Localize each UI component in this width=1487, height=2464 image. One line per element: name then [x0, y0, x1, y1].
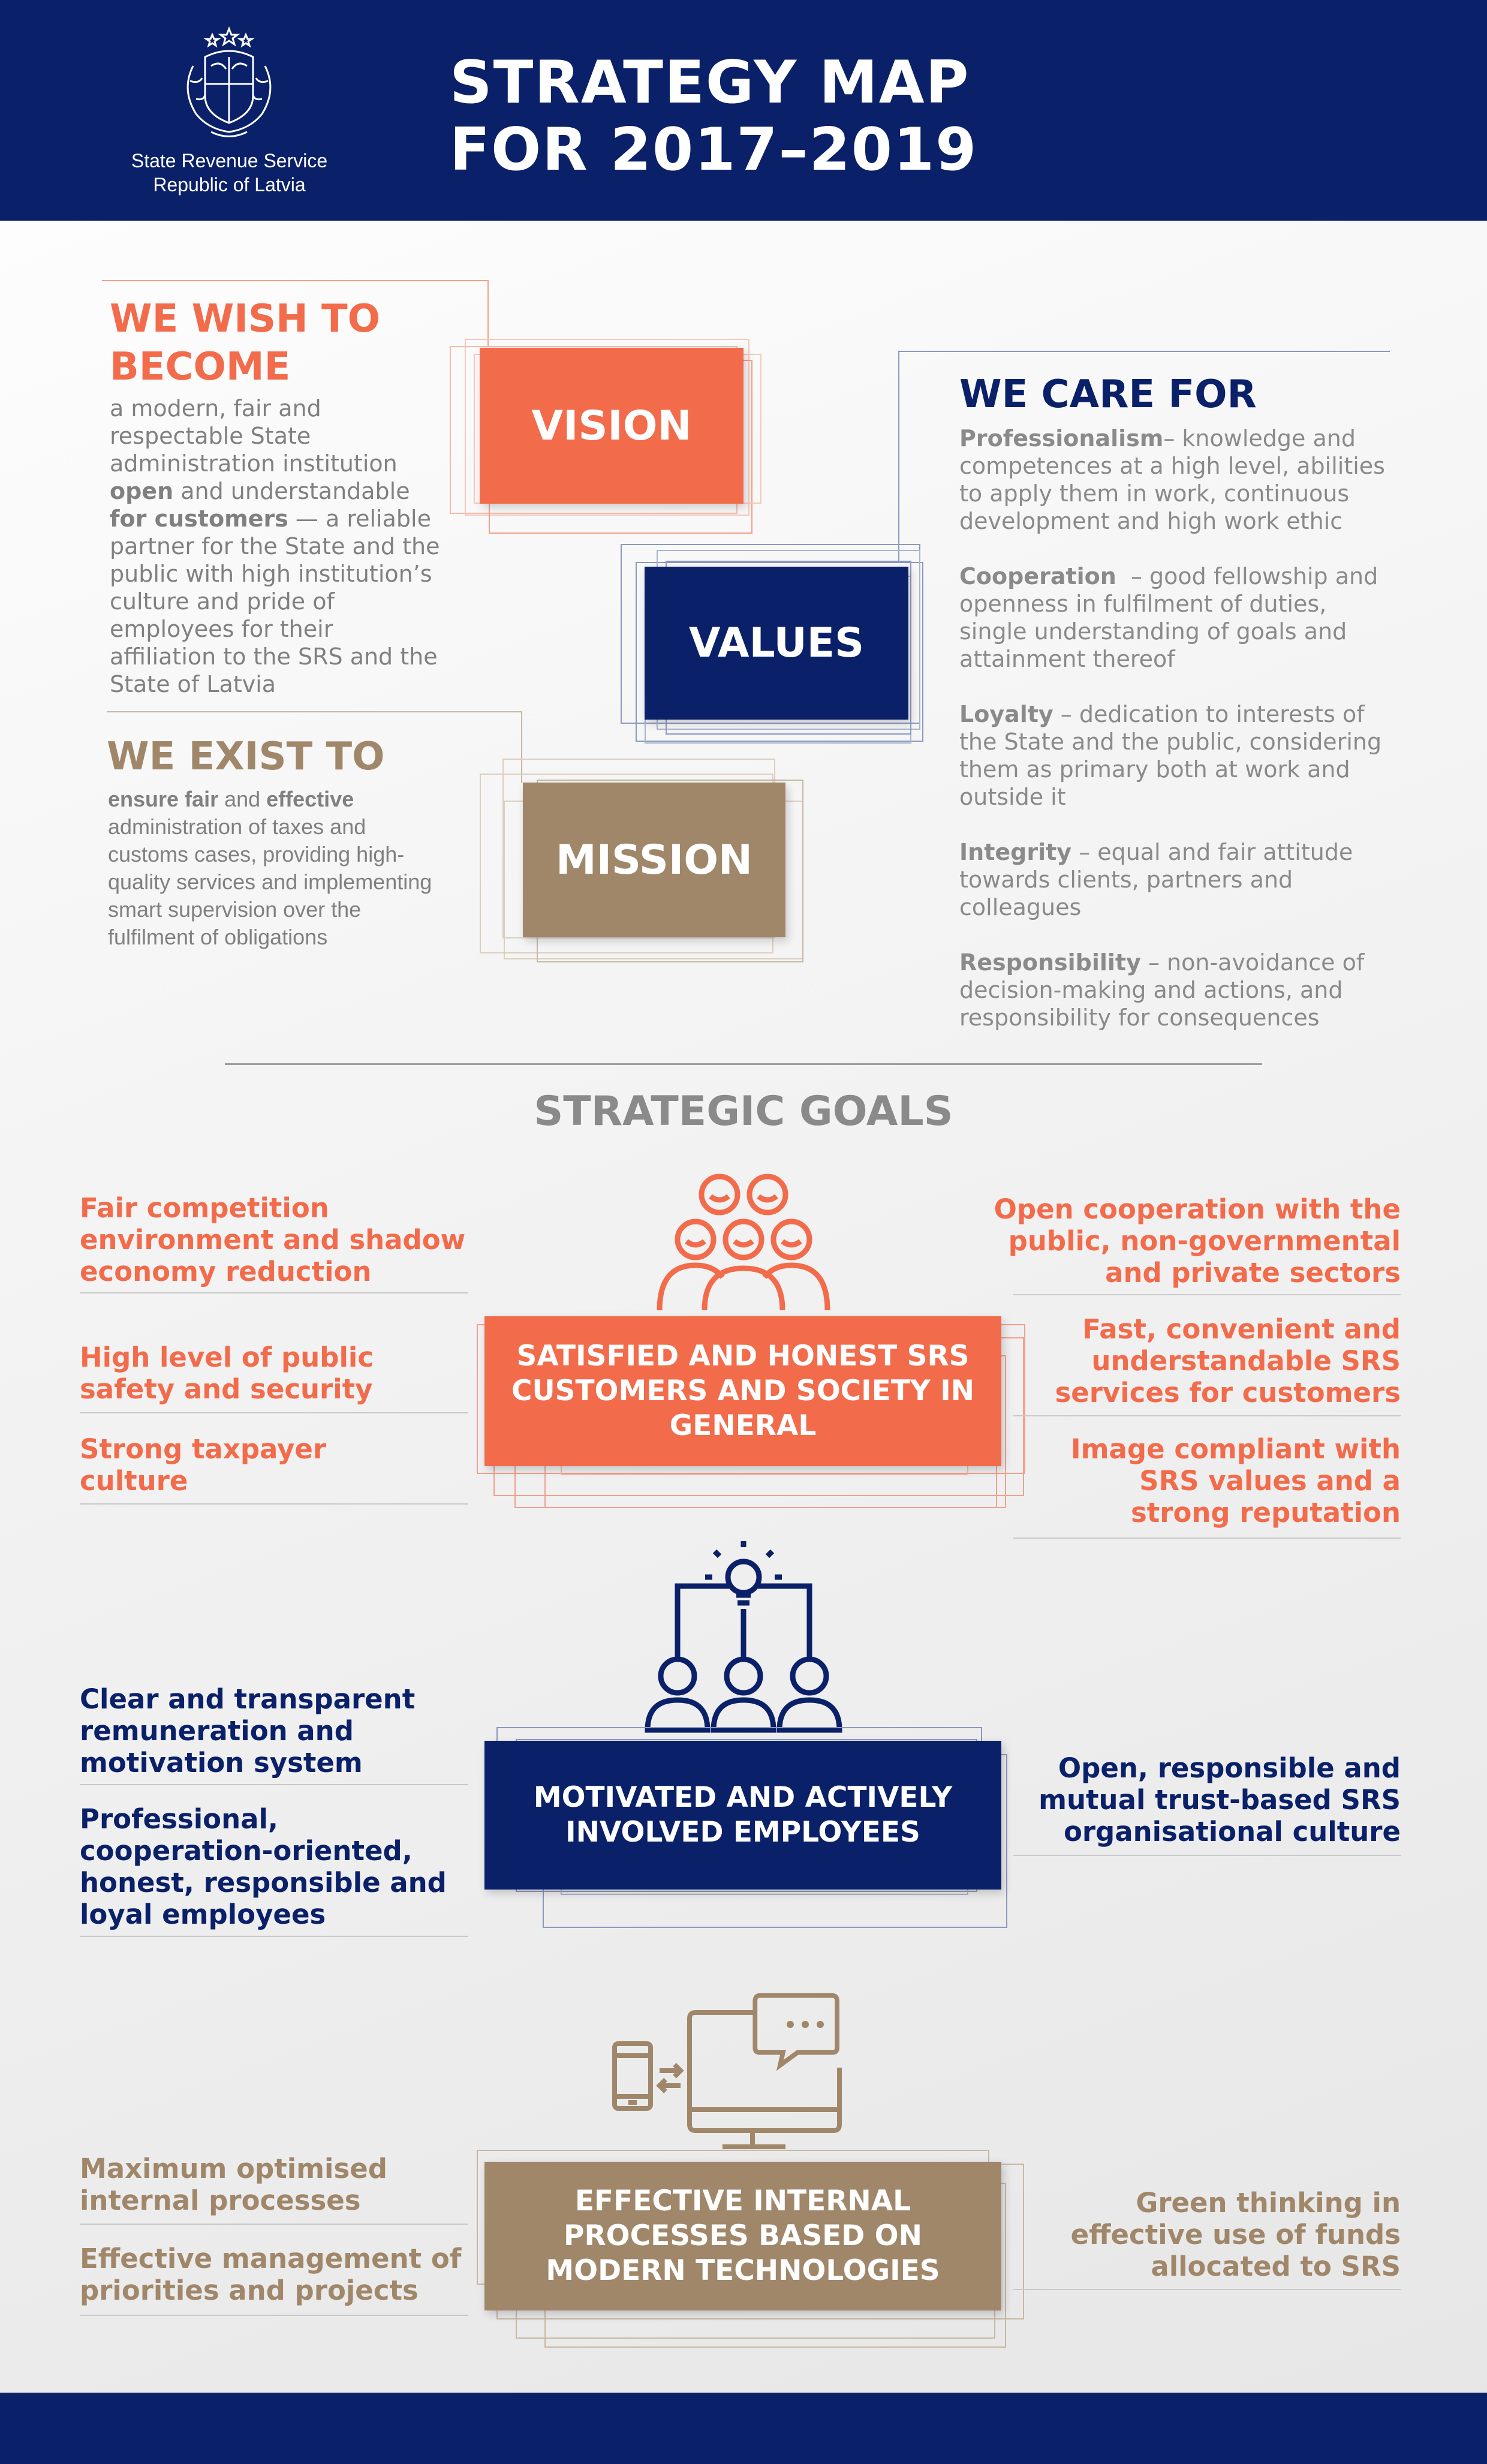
customers-right-goal-2: Fast, convenient and understandable SRS services for customers [1055, 1313, 1401, 1409]
value-text: – dedication to interests of the State and the public, considering them as primary both at work and outside it [959, 701, 1382, 810]
value-loyalty [959, 700, 1397, 811]
goal-underline [1013, 1294, 1401, 1295]
values-connector-line [898, 351, 1390, 352]
mission-bold-1: ensure fair [108, 787, 219, 811]
vision-heading-line-2: BECOME [110, 345, 291, 389]
goal-underline [1013, 1538, 1401, 1539]
value-name: Responsibility [959, 949, 1141, 976]
team-lightbulb-icon [642, 1538, 845, 1736]
processes-goal-box: EFFECTIVE INTERNAL PROCESSES BASED ON MODERN TECHNOLOGIES [484, 2162, 1001, 2310]
people-group-icon [648, 1172, 839, 1313]
vision-text-bold-2: for customers [110, 506, 288, 532]
latvia-coat-of-arms-icon [169, 24, 289, 144]
value-name: Professionalism [959, 425, 1164, 452]
value-text: – equal and fair attitude towards clients, partners and colleagues [959, 839, 1353, 920]
mission-heading: WE EXIST TO [107, 735, 385, 779]
processes-left-goal-1: Maximum optimised internal processes [80, 2153, 387, 2216]
org-line-1: State Revenue Service [131, 150, 328, 172]
vision-connector-line [102, 280, 489, 281]
mission-box: MISSION [523, 783, 785, 937]
mission-text-2: administration of taxes and customs cases, providing high-quality services and implementing smart supervision over the fulfilment of obligations [108, 814, 432, 949]
vision-heading-line-1: WE WISH TO [110, 297, 380, 341]
footer-bar [0, 2393, 1487, 2464]
value-text: – knowledge and competences at a high level, abilities to apply them in work, continuous development and high work ethic [959, 425, 1385, 534]
value-name: Loyalty [959, 701, 1053, 727]
mission-bold-2: effective [266, 787, 354, 811]
value-integrity [959, 838, 1397, 921]
vision-text-3: — a reliable partner for the State and the public with high institution’s culture and pride of employees for their affiliation to the SRS and the State of Latvia [110, 506, 440, 697]
organization-name [90, 149, 369, 197]
value-text: – good fellowship and openness in fulfilment of duties, single understanding of goals and attainment thereof [959, 563, 1386, 672]
value-cooperation [959, 562, 1397, 673]
value-name: Cooperation [959, 563, 1116, 589]
customers-right-goal-3: Image compliant with SRS values and a strong reputation [1070, 1433, 1401, 1529]
goal-underline [80, 1503, 468, 1505]
value-professionalism [959, 425, 1397, 535]
goal-underline [80, 1412, 468, 1413]
goal-underline [1013, 1415, 1401, 1416]
goal-underline [80, 1784, 468, 1785]
goal-underline [80, 1292, 468, 1293]
devices-chat-icon [612, 1990, 851, 2152]
goal-underline [1013, 1855, 1401, 1856]
goal-underline [80, 2315, 468, 2316]
processes-right-goal-1: Green thinking in effective use of funds allocated to SRS [1070, 2187, 1401, 2282]
goal-underline [80, 1936, 468, 1937]
employees-right-goal-1: Open, responsible and mutual trust-based SRS organisational culture [1039, 1752, 1401, 1848]
mission-connector-line [107, 711, 522, 712]
customers-left-goal-3: Strong taxpayer culture [80, 1433, 327, 1497]
customers-goal-box: SATISFIED AND HONEST SRS CUSTOMERS AND SOCIETY IN GENERAL [484, 1316, 1001, 1466]
strategic-goals-heading: STRATEGIC GOALS [534, 1088, 953, 1135]
goal-underline [1013, 2289, 1401, 2290]
org-line-2: Republic of Latvia [153, 174, 306, 195]
values-box: VALUES [645, 567, 908, 720]
vision-text-2: and understandable [173, 478, 410, 504]
value-text: – non-avoidance of decision-making and actions, and responsibility for consequences [959, 949, 1365, 1031]
mission-text [108, 786, 444, 951]
vision-text-1: a modern, fair and respectable State administration institution [110, 395, 398, 477]
customers-left-goal-2: High level of public safety and security [80, 1341, 374, 1405]
customers-left-goal-1: Fair competition environment and shadow economy reduction [80, 1192, 466, 1287]
vision-connector-line-v [487, 280, 489, 346]
values-connector-line-v [898, 351, 899, 561]
customers-right-goal-1: Open cooperation with the public, non-governmental and private sectors [994, 1193, 1401, 1289]
value-name: Integrity [959, 839, 1072, 865]
value-responsibility [959, 949, 1397, 1031]
values-list [959, 425, 1397, 1059]
processes-left-goal-2: Effective management of priorities and projects [80, 2243, 462, 2306]
vision-heading [110, 295, 380, 391]
title-line-1: STRATEGY MAP [450, 49, 970, 117]
vision-text-bold-1: open [110, 478, 174, 504]
mission-text-1: and [218, 787, 267, 811]
values-heading: WE CARE FOR [959, 372, 1257, 417]
title-line-2: FOR 2017–2019 [450, 116, 978, 184]
employees-left-goal-1: Clear and transparent remuneration and motivation system [80, 1683, 416, 1779]
employees-goal-box: MOTIVATED AND ACTIVELY INVOLVED EMPLOYEES [484, 1741, 1001, 1890]
vision-box: VISION [480, 348, 744, 504]
vision-text [110, 395, 446, 698]
page-title [450, 49, 977, 183]
goal-underline [80, 2224, 468, 2225]
section-divider [225, 1063, 1262, 1065]
employees-left-goal-2: Professional, cooperation-oriented, honest, responsible and loyal employees [80, 1803, 447, 1930]
